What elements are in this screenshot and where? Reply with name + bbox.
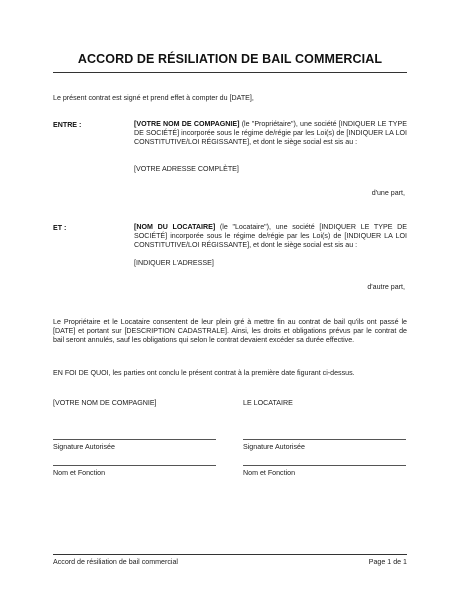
entre-part: d'une part, [371, 189, 405, 197]
right-party-name: LE LOCATAIRE [243, 399, 293, 407]
tenant-name: [NOM DU LOCATAIRE] [134, 223, 216, 231]
owner-address: [VOTRE ADRESSE COMPLÈTE] [134, 165, 239, 173]
closing-text: EN FOI DE QUOI, les parties ont conclu le présent contrat à la première date figurant ci-dessus. [53, 369, 355, 377]
body-paragraph: Le Propriétaire et le Locataire consentent de leur plein gré à mettre fin au contrat de bail qu'ils ont passé le [DATE] et portant sur [DESCRIPTION CADASTRALE]. Ainsi, les droits et obligations prévus par le contrat de bail seront annulés, sauf les obligations qui selon le contrat devaient excéder sa durée effective. [53, 318, 407, 344]
entre-paragraph [134, 120, 407, 147]
et-label: ET : [53, 224, 67, 232]
tenant-address: [INDIQUER L'ADRESSE] [134, 259, 214, 267]
right-name-label: Nom et Fonction [243, 469, 296, 477]
left-signature-label: Signature Autorisée [53, 443, 115, 451]
et-paragraph [134, 223, 407, 250]
left-name-line[interactable] [53, 465, 216, 466]
right-name-line[interactable] [243, 465, 406, 466]
left-name-label: Nom et Fonction [53, 469, 106, 477]
footer-rule [53, 554, 407, 555]
entre-label: ENTRE : [53, 121, 82, 129]
document-title: ACCORD DE RÉSILIATION DE BAIL COMMERCIAL [77, 52, 383, 66]
left-party-name: [VOTRE NOM DE COMPAGNIE] [53, 399, 157, 407]
et-part: d'autre part, [367, 283, 405, 291]
footer-doc-name: Accord de résiliation de bail commercial [53, 558, 178, 566]
footer-page-number: Page 1 de 1 [368, 558, 407, 566]
owner-name: [VOTRE NOM DE COMPAGNIE] [134, 120, 240, 128]
intro-text: Le présent contrat est signé et prend effet à compter du [DATE], [53, 94, 254, 102]
right-signature-label: Signature Autorisée [243, 443, 305, 451]
entre-text: (le "Propriétaire"), une société [INDIQUER LE TYPE DE SOCIÉTÉ] incorporée sous le régime de/régie par les Loi(s) de [INDIQUER LA LOI CONSTITUTIVE/LOI RÉGISSANTE], et dont le siège social est sis au : [134, 120, 407, 146]
right-signature-line[interactable] [243, 439, 406, 440]
title-underline [53, 72, 407, 73]
et-text: (le "Locataire"), une société [INDIQUER LE TYPE DE SOCIÉTÉ] incorporée sous le régime de/régie par les Loi(s) de [INDIQUER LA LOI CONSTITUTIVE/LOI RÉGISSANTE], et dont le siège social est sis au : [134, 223, 407, 249]
left-signature-line[interactable] [53, 439, 216, 440]
